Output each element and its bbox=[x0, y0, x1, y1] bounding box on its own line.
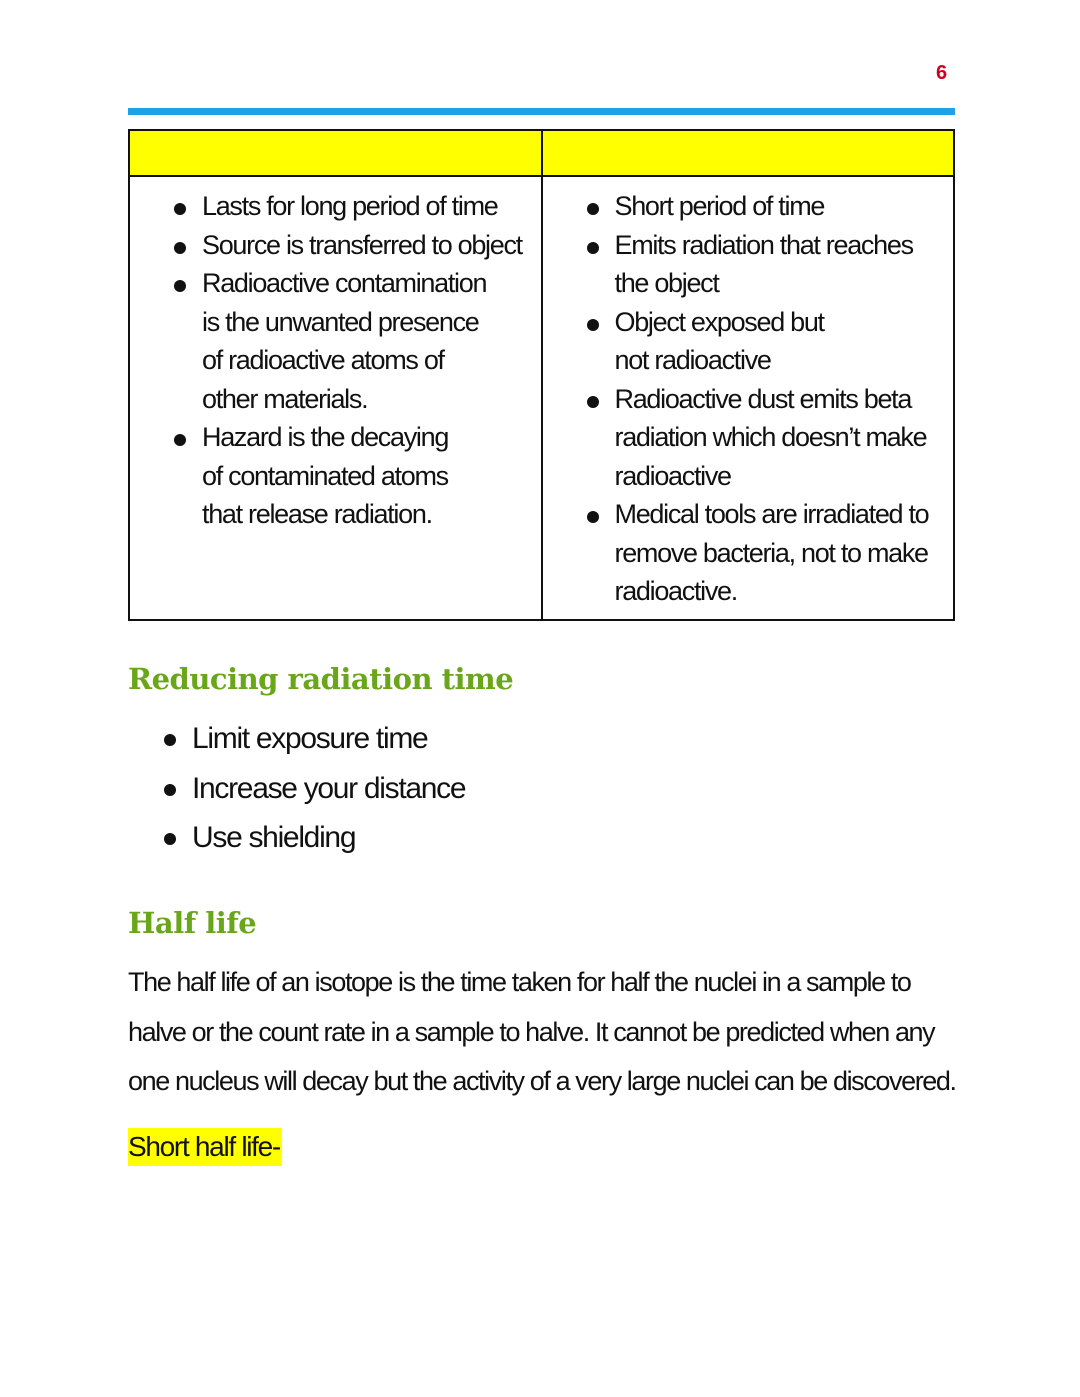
list-item: Radioactive contamination is the unwanted presence of radioactive atoms of other materials. bbox=[170, 264, 533, 418]
list-item: Object exposed but not radioactive bbox=[583, 303, 942, 380]
list-item: Short period of time bbox=[583, 187, 942, 226]
list-item: Source is transferred to object bbox=[170, 226, 533, 265]
header-rule bbox=[128, 108, 955, 115]
list-item: Use shielding bbox=[160, 813, 465, 863]
section-heading: Half life bbox=[128, 906, 257, 940]
table-header-left bbox=[129, 130, 542, 176]
table-cell-left bbox=[129, 176, 542, 620]
list-item: Radioactive dust emits beta radiation which doesn’t make radioactive bbox=[583, 380, 942, 496]
table-header-right bbox=[542, 130, 955, 176]
bullet-list bbox=[160, 714, 465, 863]
list-item: Limit exposure time bbox=[160, 714, 465, 764]
list-item: Increase your distance bbox=[160, 764, 465, 814]
list-item: Lasts for long period of time bbox=[170, 187, 533, 226]
list-item: Medical tools are irradiated to remove bacteria, not to make radioactive. bbox=[583, 495, 942, 611]
section-heading: Reducing radiation time bbox=[128, 662, 514, 696]
table-cell-right bbox=[542, 176, 955, 620]
page-number: 6 bbox=[936, 62, 948, 84]
highlighted-text: Short half life- bbox=[128, 1128, 282, 1166]
table-header-row bbox=[129, 130, 954, 176]
list-item: Hazard is the decaying of contaminated atoms that release radiation. bbox=[170, 418, 533, 534]
paragraph: The half life of an isotope is the time taken for half the nuclei in a sample to halve or the count rate in a sample to halve. It cannot be predicted when any one nucleus will decay but the activity of a very large nuclei can be discovered. bbox=[128, 967, 956, 1096]
table-row bbox=[129, 176, 954, 620]
comparison-table bbox=[128, 129, 955, 621]
list-item: Emits radiation that reaches the object bbox=[583, 226, 942, 303]
